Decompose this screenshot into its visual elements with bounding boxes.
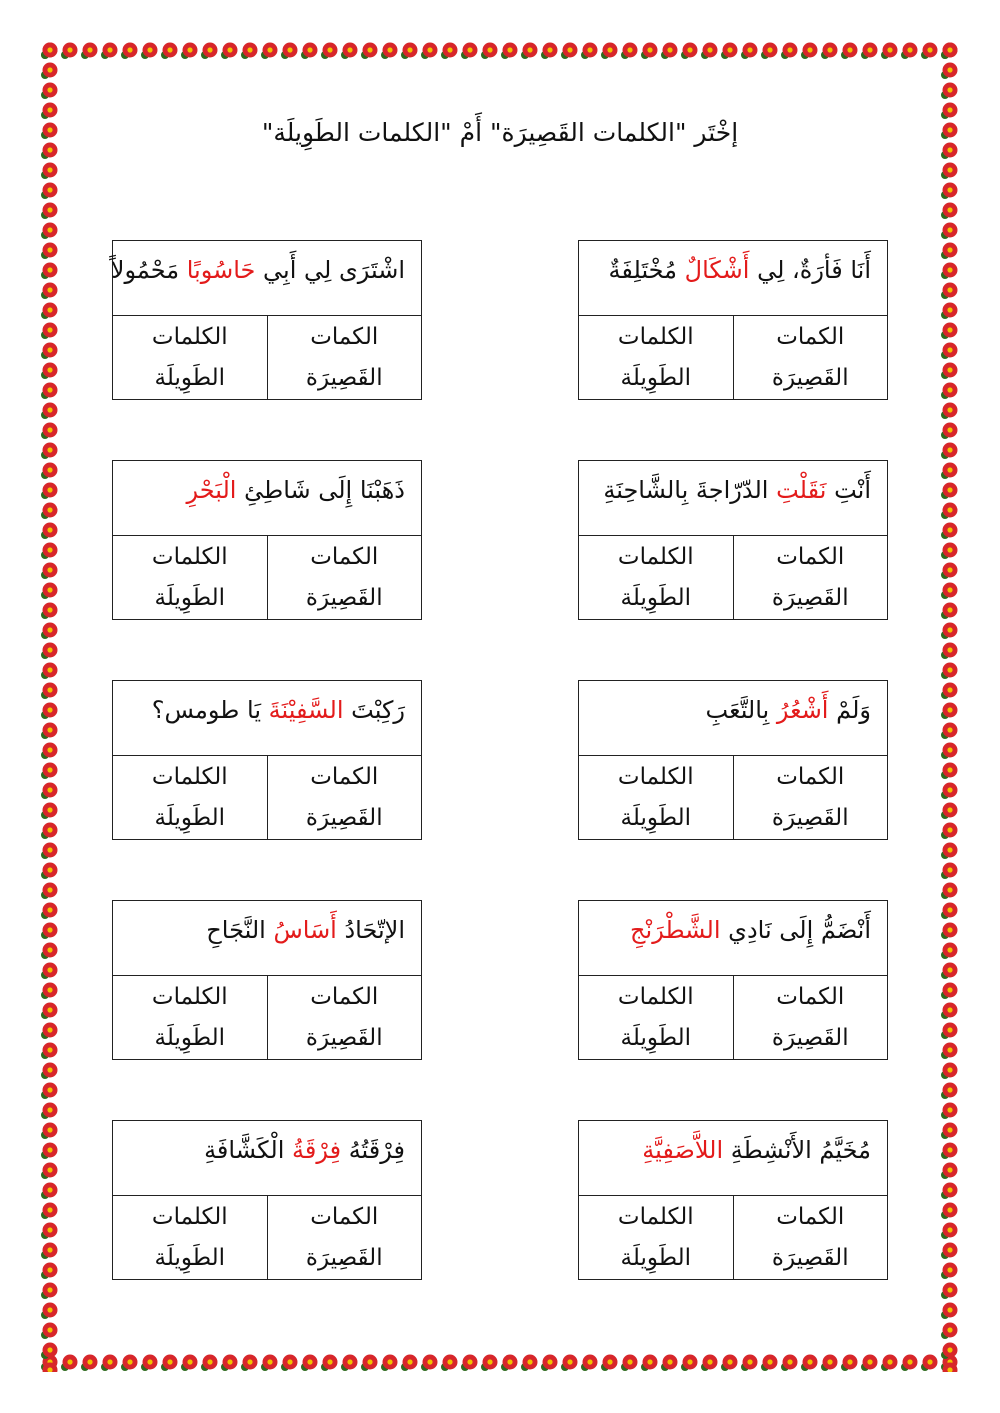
sentence-text: وَلَمْ xyxy=(828,696,871,724)
option-label: الكمات xyxy=(776,543,845,570)
long-words-option[interactable] xyxy=(579,316,734,400)
sentence-text: مُخَيَّمُ الأَنْشِطَةِ xyxy=(723,1136,871,1164)
sentence-text: مُخْتَلِفَةٌ xyxy=(608,256,685,284)
option-label: الكمات xyxy=(310,543,379,570)
long-words-option[interactable] xyxy=(113,1196,268,1280)
sentence xyxy=(113,681,421,756)
option-label: الكلمات xyxy=(151,543,228,570)
long-words-option[interactable] xyxy=(579,976,734,1060)
answer-options xyxy=(113,536,421,620)
short-words-option[interactable] xyxy=(268,756,422,840)
highlighted-word: الشَّطْرَنْجِ xyxy=(630,916,721,944)
sentence-text: الإتّحَادُ xyxy=(336,916,405,944)
option-label: الكمات xyxy=(310,1203,379,1230)
highlighted-word: اللاَّصَفِيَّةِ xyxy=(642,1136,724,1164)
option-label: الكمات xyxy=(776,1203,845,1230)
answer-options xyxy=(113,1196,421,1280)
exercise-card xyxy=(112,900,422,1060)
short-words-option[interactable] xyxy=(268,316,422,400)
exercise-card xyxy=(112,240,422,400)
short-words-option[interactable] xyxy=(268,976,422,1060)
option-label: الكلمات xyxy=(151,763,228,790)
option-label: الكلمات xyxy=(617,763,694,790)
long-words-option[interactable] xyxy=(579,756,734,840)
option-label: الطَوِيلَة xyxy=(620,805,691,831)
answer-options xyxy=(579,536,887,620)
option-label: الكلمات xyxy=(151,1203,228,1230)
option-label: الكلمات xyxy=(151,323,228,350)
flower-border-left xyxy=(40,40,60,1372)
short-words-option[interactable] xyxy=(734,976,888,1060)
sentence-text: أَنْتِ xyxy=(826,476,871,504)
answer-options xyxy=(579,316,887,400)
exercise-card xyxy=(578,1120,888,1280)
highlighted-word: أَسَاسُ xyxy=(273,916,337,944)
option-label: الكمات xyxy=(776,983,845,1010)
flower-border-right xyxy=(940,40,960,1372)
option-label: الكلمات xyxy=(617,983,694,1010)
highlighted-word: حَاسُوبًا xyxy=(186,256,256,284)
sentence xyxy=(113,1121,421,1196)
option-label: الكمات xyxy=(310,763,379,790)
option-label: الطَوِيلَة xyxy=(154,1025,225,1051)
option-label: القَصِيرَة xyxy=(771,1245,849,1271)
answer-options xyxy=(579,1196,887,1280)
sentence xyxy=(579,461,887,536)
long-words-option[interactable] xyxy=(113,756,268,840)
long-words-option[interactable] xyxy=(579,1196,734,1280)
option-label: الطَوِيلَة xyxy=(154,1245,225,1271)
option-label: القَصِيرَة xyxy=(305,365,383,391)
short-words-option[interactable] xyxy=(734,756,888,840)
option-label: الكمات xyxy=(310,983,379,1010)
sentence-text: اشْتَرَى لِي أَبِي xyxy=(255,256,405,284)
long-words-option[interactable] xyxy=(113,316,268,400)
sentence-text: الدّرّاجةَ بِالشَّاحِنَةِ xyxy=(603,476,777,504)
sentence xyxy=(113,461,421,536)
exercise-card xyxy=(112,460,422,620)
highlighted-word: الْبَحْرِ xyxy=(186,476,237,504)
answer-options xyxy=(579,756,887,840)
answer-options xyxy=(113,976,421,1060)
option-label: القَصِيرَة xyxy=(305,1025,383,1051)
exercise-card xyxy=(578,900,888,1060)
exercise-card xyxy=(578,680,888,840)
option-label: الكلمات xyxy=(151,983,228,1010)
sentence-text: رَكِبْتَ xyxy=(343,696,405,724)
sentence xyxy=(579,901,887,976)
sentence-text: النَّجَاحِ xyxy=(206,916,274,944)
sentence-text: الْكَشَّافَةِ xyxy=(204,1136,292,1164)
option-label: الطَوِيلَة xyxy=(620,585,691,611)
option-label: الطَوِيلَة xyxy=(620,1025,691,1051)
long-words-option[interactable] xyxy=(579,536,734,620)
option-label: الطَوِيلَة xyxy=(620,365,691,391)
option-label: القَصِيرَة xyxy=(771,1025,849,1051)
sentence-text: ذَهَبْنَا إِلَى شَاطِئِ xyxy=(236,476,405,504)
option-label: القَصِيرَة xyxy=(305,585,383,611)
exercise-card xyxy=(578,460,888,620)
option-label: القَصِيرَة xyxy=(305,805,383,831)
sentence-text: أَنَا فَأرَةٌ، لِي xyxy=(749,256,871,284)
exercise-card xyxy=(578,240,888,400)
short-words-option[interactable] xyxy=(734,536,888,620)
option-label: الكمات xyxy=(776,763,845,790)
exercise-card xyxy=(112,1120,422,1280)
option-label: الكلمات xyxy=(617,323,694,350)
long-words-option[interactable] xyxy=(113,976,268,1060)
sentence-text: فِرْقَتُهُ xyxy=(341,1136,405,1164)
option-label: الكلمات xyxy=(617,543,694,570)
option-label: القَصِيرَة xyxy=(771,805,849,831)
option-label: الطَوِيلَة xyxy=(620,1245,691,1271)
flower-border-top xyxy=(40,40,960,60)
sentence-text: بِالتَّعَبِ xyxy=(705,696,777,724)
option-label: الطَوِيلَة xyxy=(154,365,225,391)
answer-options xyxy=(113,316,421,400)
sentence xyxy=(579,681,887,756)
page-title: إخْتَر "الكلمات القَصِيرَة" أَمْ "الكلمات الطَوِيلَة" xyxy=(261,118,739,147)
option-label: القَصِيرَة xyxy=(771,585,849,611)
sentence-text: أَنْضَمُّ إِلَى نَادِي xyxy=(720,916,871,944)
sentence xyxy=(113,901,421,976)
option-label: القَصِيرَة xyxy=(305,1245,383,1271)
option-label: الطَوِيلَة xyxy=(154,585,225,611)
option-label: القَصِيرَة xyxy=(771,365,849,391)
long-words-option[interactable] xyxy=(113,536,268,620)
highlighted-word: السَّفِيْنَةَ xyxy=(268,696,344,724)
short-words-option[interactable] xyxy=(734,1196,888,1280)
option-label: الكمات xyxy=(776,323,845,350)
short-words-option[interactable] xyxy=(268,536,422,620)
highlighted-word: أَشْعُرُ xyxy=(776,696,829,724)
answer-options xyxy=(113,756,421,840)
sentence xyxy=(110,241,421,316)
answer-options xyxy=(579,976,887,1060)
sentence xyxy=(579,241,887,316)
option-label: الكلمات xyxy=(617,1203,694,1230)
sentence xyxy=(579,1121,887,1196)
highlighted-word: نَقَلْتِ xyxy=(776,476,827,504)
highlighted-word: أَشْكَالٌ xyxy=(684,256,750,284)
option-label: الكمات xyxy=(310,323,379,350)
highlighted-word: فِرْقَةُ xyxy=(292,1136,342,1164)
option-label: الطَوِيلَة xyxy=(154,805,225,831)
sentence-text: يَا طومس؟ xyxy=(151,696,269,724)
sentence-text: مَحْمُولاً xyxy=(110,256,187,284)
short-words-option[interactable] xyxy=(734,316,888,400)
exercise-card xyxy=(112,680,422,840)
flower-border-bottom xyxy=(40,1352,960,1372)
short-words-option[interactable] xyxy=(268,1196,422,1280)
